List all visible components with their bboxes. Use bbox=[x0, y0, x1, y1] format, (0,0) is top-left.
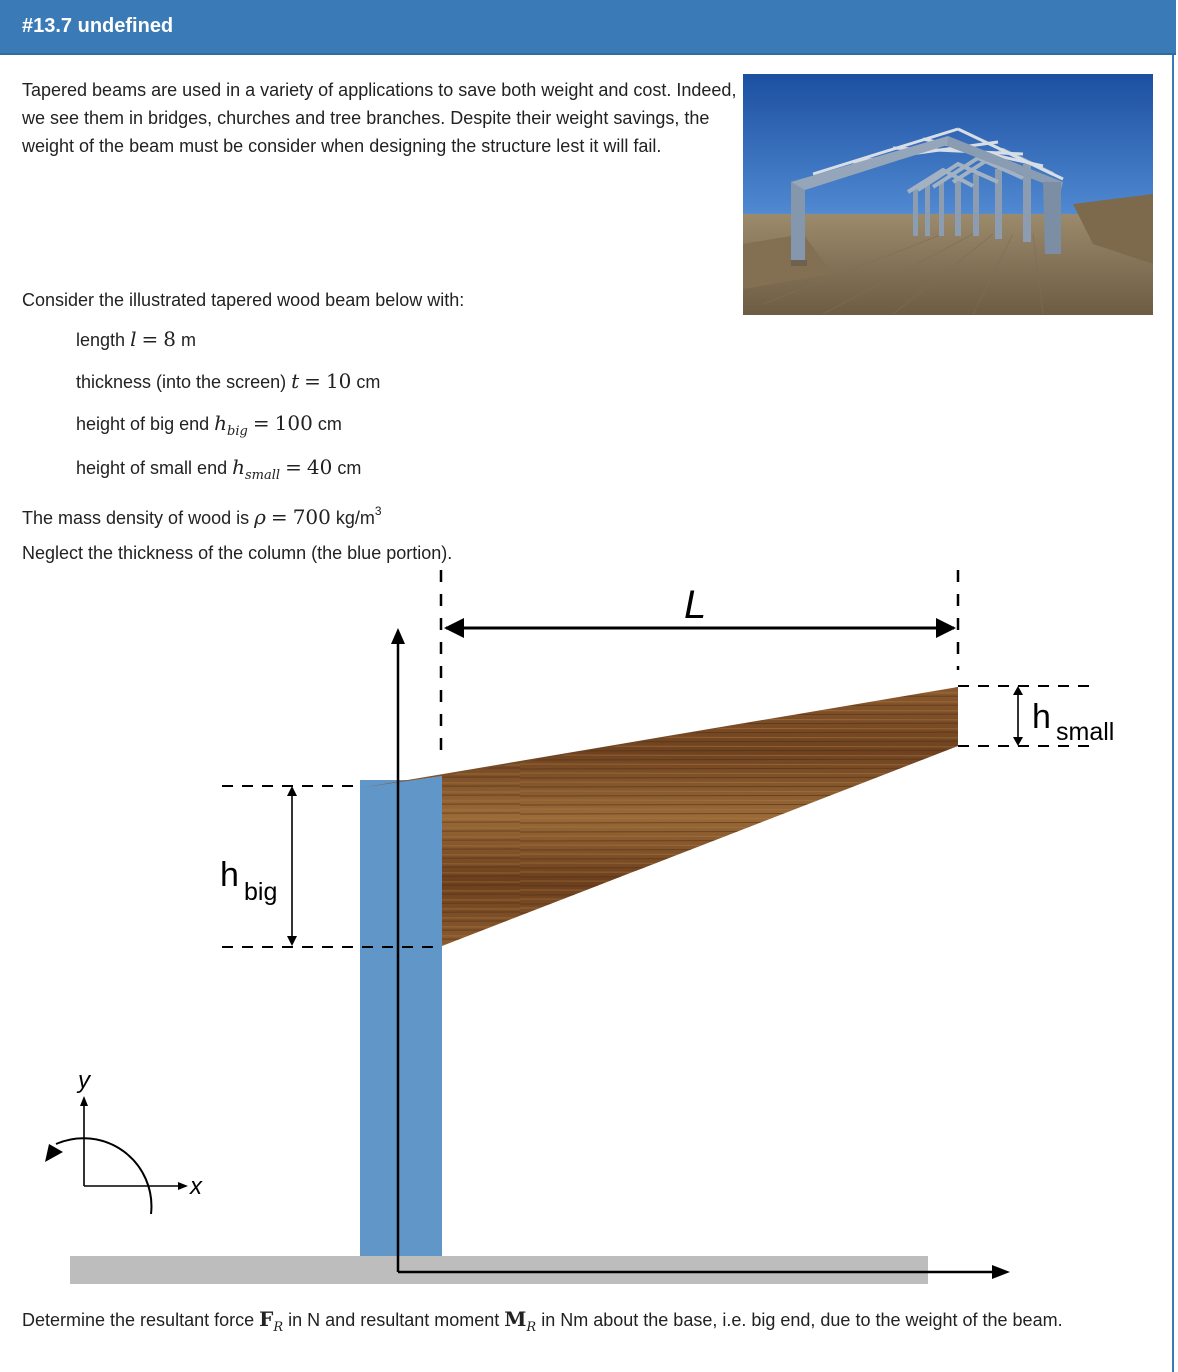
moment-arc-icon bbox=[56, 1138, 151, 1214]
length-label: L bbox=[684, 583, 707, 627]
vertical-axis-arrow-icon bbox=[391, 628, 405, 644]
param-h-big-eq: = bbox=[252, 411, 270, 435]
density-eq: = bbox=[270, 505, 288, 529]
h-big-label-main: h bbox=[220, 856, 239, 894]
param-h-small-value: 40 bbox=[306, 455, 333, 479]
question-pre: Determine the resultant force bbox=[22, 1310, 255, 1330]
h-small-label-main: h bbox=[1032, 698, 1051, 736]
neglect-text: Neglect the thickness of the column (the blue portion). bbox=[22, 543, 453, 563]
question-mid: in N and resultant moment bbox=[288, 1310, 500, 1330]
param-length-unit: m bbox=[181, 330, 197, 350]
param-h-small-sub: small bbox=[245, 468, 281, 483]
intro-paragraph: Tapered beams are used in a variety of applications to save both weight and cost. Indeed, we see them in bridges, churches and tree branches. Despite their weight savings, the weight of the beam must be consider when designing the structure lest it will fail. bbox=[22, 80, 737, 156]
blue-column bbox=[360, 780, 442, 1256]
question-post: in Nm about the base, i.e. big end, due to the weight of the beam. bbox=[541, 1310, 1063, 1330]
problem-header bbox=[0, 0, 1176, 55]
param-h-big-label: height of big end bbox=[76, 414, 210, 434]
question-text bbox=[22, 1305, 1152, 1342]
x-axis-label: x bbox=[190, 1173, 202, 1200]
tapered-wood-beam bbox=[360, 687, 958, 946]
horizontal-axis-arrow-icon bbox=[992, 1265, 1010, 1279]
h-small-arrow-up-icon bbox=[1013, 686, 1023, 695]
moment-arrow-icon bbox=[45, 1144, 63, 1162]
coordinate-system-legend bbox=[45, 1067, 203, 1214]
x-axis-arrow-icon bbox=[178, 1182, 188, 1190]
param-thickness bbox=[76, 369, 380, 393]
y-axis-label: y bbox=[78, 1067, 90, 1094]
param-h-big bbox=[76, 411, 342, 439]
h-big-arrow-up-icon bbox=[287, 786, 297, 796]
param-thickness-eq: = bbox=[304, 369, 321, 393]
param-h-small-symbol: h bbox=[232, 455, 245, 479]
length-arrow-right-icon bbox=[936, 618, 956, 638]
param-h-big-value: 100 bbox=[274, 411, 313, 435]
h-big-label-sub: big bbox=[244, 878, 278, 906]
param-thickness-unit: cm bbox=[356, 372, 381, 392]
density-value: 700 bbox=[292, 505, 331, 529]
param-h-big-sub: big bbox=[227, 424, 248, 439]
h-small-arrow-down-icon bbox=[1013, 737, 1023, 746]
param-length-value: 8 bbox=[163, 327, 176, 351]
param-thickness-label: thickness (into the screen) bbox=[76, 372, 287, 392]
consider-text: Consider the illustrated tapered wood beam below with: bbox=[22, 290, 465, 310]
param-thickness-symbol: t bbox=[291, 369, 300, 393]
param-h-small-eq: = bbox=[285, 455, 302, 479]
h-big-arrow-down-icon bbox=[287, 936, 297, 946]
moment-symbol: M bbox=[504, 1307, 527, 1331]
param-thickness-value: 10 bbox=[325, 369, 352, 393]
length-arrow-left-icon bbox=[444, 618, 464, 638]
param-length-symbol: l bbox=[130, 327, 137, 351]
density-exp: 3 bbox=[374, 504, 382, 518]
moment-sub: R bbox=[526, 1320, 537, 1335]
y-axis-arrow-icon bbox=[80, 1096, 88, 1106]
density-unit: kg/m bbox=[335, 508, 375, 528]
density-text: The mass density of wood is bbox=[22, 508, 250, 528]
param-h-small-label: height of small end bbox=[76, 458, 228, 478]
ground-base bbox=[70, 1256, 928, 1284]
param-h-small bbox=[76, 455, 361, 483]
building-frame-photo bbox=[743, 74, 1153, 315]
param-length bbox=[76, 327, 196, 351]
force-symbol: F bbox=[259, 1307, 274, 1331]
param-length-eq: = bbox=[141, 327, 159, 351]
param-h-big-unit: cm bbox=[317, 414, 342, 434]
param-length-label: length bbox=[76, 330, 126, 350]
h-small-label-sub: small bbox=[1056, 718, 1115, 746]
density-symbol: ρ bbox=[254, 505, 266, 529]
param-h-big-symbol: h bbox=[214, 411, 228, 435]
problem-title: #13.7 undefined bbox=[22, 15, 174, 37]
beam-diagram bbox=[0, 560, 1176, 1290]
param-h-small-unit: cm bbox=[337, 458, 362, 478]
density-line bbox=[22, 497, 382, 532]
force-sub: R bbox=[273, 1320, 284, 1335]
